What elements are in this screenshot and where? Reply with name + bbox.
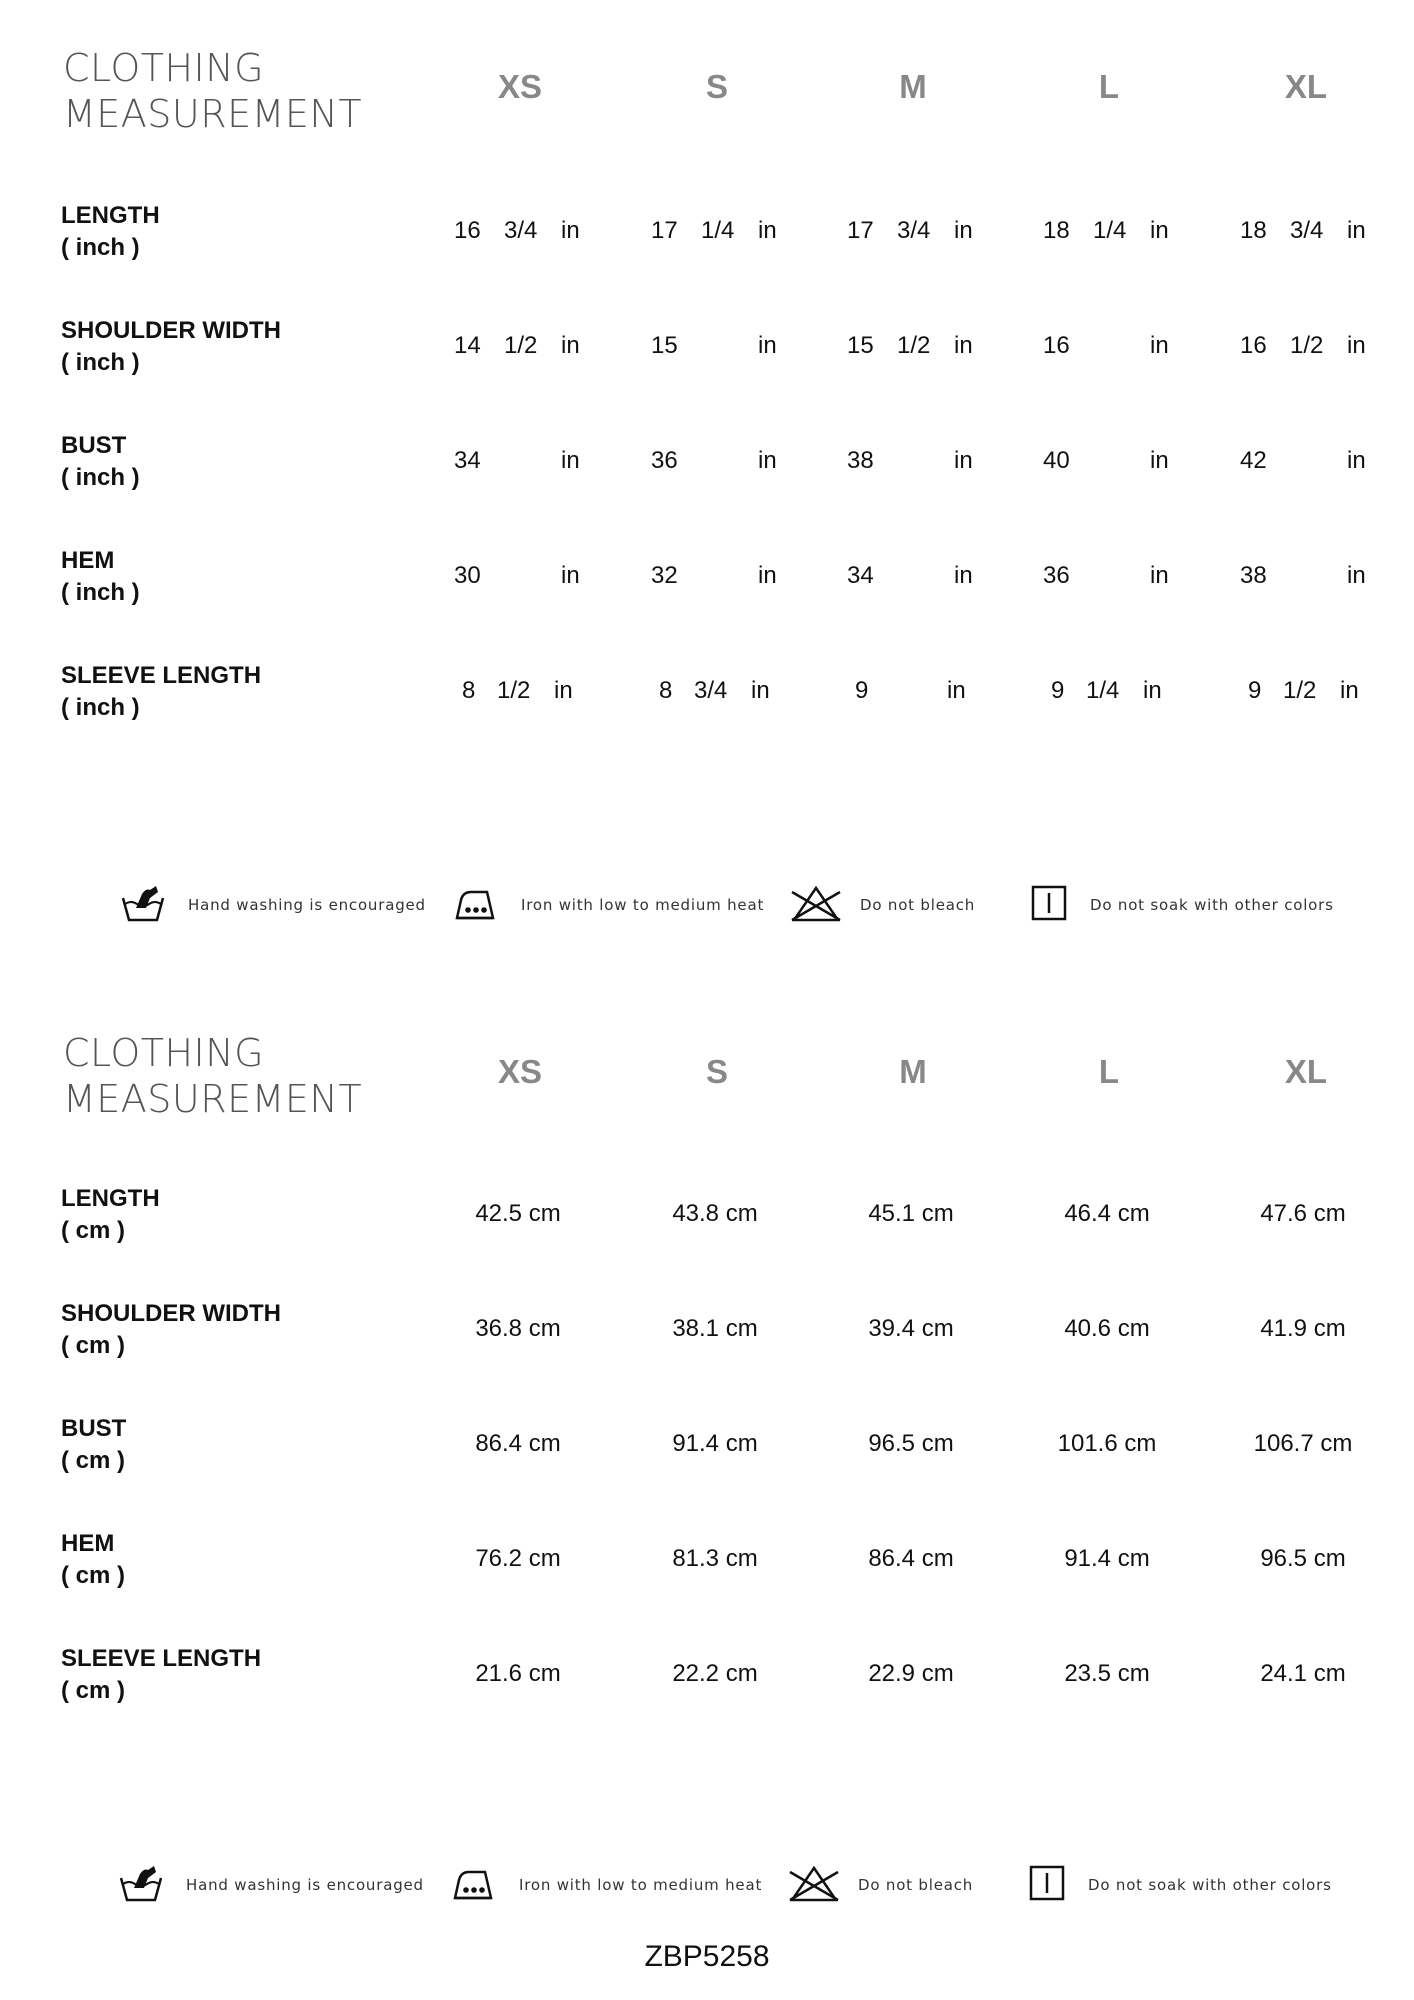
cell-hem-xl: 96.5 cm — [1260, 1545, 1346, 1572]
value-unit: in — [1347, 217, 1366, 244]
value-fraction: 1/2 — [1283, 677, 1317, 704]
value-unit: in — [954, 562, 973, 589]
cell-length-xl: 47.6 cm — [1260, 1200, 1346, 1227]
size-header-m: M — [899, 68, 927, 105]
value-unit: in — [1150, 447, 1169, 474]
no-soak-icon — [1030, 884, 1070, 924]
row-label-unit: ( inch ) — [61, 349, 140, 376]
row-label-name: SHOULDER WIDTH — [61, 317, 281, 344]
value-unit: in — [758, 447, 777, 474]
value-unit: in — [561, 332, 580, 359]
iron-icon — [453, 884, 499, 924]
cell-shoulder-width-xs: 36.8 cm — [475, 1315, 561, 1342]
care-instructions-row — [0, 1860, 1414, 1910]
care-text: Do not soak with other colors — [1090, 896, 1334, 914]
value-whole: 38 — [1240, 562, 1267, 589]
no-bleach-icon — [790, 884, 842, 924]
cell-hem-xs: 76.2 cm — [475, 1545, 561, 1572]
value-unit: in — [947, 677, 966, 704]
cell-bust-s: 91.4 cm — [672, 1430, 758, 1457]
value-whole: 14 — [454, 332, 481, 359]
title-line-2: MEASUREMENT — [63, 92, 363, 136]
value-whole: 18 — [1043, 217, 1070, 244]
cell-sleeve-length-s: 22.2 cm — [672, 1660, 758, 1687]
cell-shoulder-width-s: 38.1 cm — [672, 1315, 758, 1342]
title-line-1: CLOTHING — [63, 1031, 265, 1075]
value-whole: 8 — [462, 677, 476, 704]
value-fraction: 1/4 — [701, 217, 735, 244]
cell-bust-l: 101.6 cm — [1057, 1430, 1157, 1457]
value-unit: in — [554, 677, 573, 704]
row-label-name: SHOULDER WIDTH — [61, 1300, 281, 1327]
value-fraction: 1/2 — [897, 332, 931, 359]
row-label-name: BUST — [61, 1415, 127, 1442]
value-whole: 36 — [1043, 562, 1070, 589]
size-header-l: L — [1098, 1053, 1120, 1090]
value-unit: in — [1347, 332, 1366, 359]
cell-sleeve-length-l: 23.5 cm — [1064, 1660, 1150, 1687]
value-whole: 34 — [454, 447, 481, 474]
cell-sleeve-length-xs: 21.6 cm — [475, 1660, 561, 1687]
cell-hem-l: 91.4 cm — [1064, 1545, 1150, 1572]
iron-icon — [451, 1864, 497, 1904]
cell-hem-m: 86.4 cm — [868, 1545, 954, 1572]
row-label-sleeve-length — [61, 1643, 261, 1707]
care-text: Iron with low to medium heat — [521, 896, 765, 914]
row-label-sleeve-length — [61, 660, 261, 724]
value-unit: in — [758, 562, 777, 589]
cell-sleeve-length-m: 22.9 cm — [868, 1660, 954, 1687]
title-line-1: CLOTHING — [63, 46, 265, 90]
value-whole: 18 — [1240, 217, 1267, 244]
cell-sleeve-length-xl: 24.1 cm — [1260, 1660, 1346, 1687]
row-label-unit: ( cm ) — [61, 1217, 126, 1244]
value-unit: in — [1143, 677, 1162, 704]
value-fraction: 1/4 — [1086, 677, 1120, 704]
row-label-name: HEM — [61, 1530, 115, 1557]
cell-bust-xl: 106.7 cm — [1253, 1430, 1353, 1457]
value-whole: 36 — [651, 447, 678, 474]
value-whole: 9 — [1248, 677, 1262, 704]
size-header-l: L — [1098, 68, 1120, 105]
value-whole: 32 — [651, 562, 678, 589]
value-fraction: 3/4 — [1290, 217, 1324, 244]
value-unit: in — [561, 562, 580, 589]
value-whole: 42 — [1240, 447, 1267, 474]
row-label-name: LENGTH — [61, 202, 160, 229]
row-label-shoulder-width — [61, 315, 281, 379]
row-label-unit: ( cm ) — [61, 1677, 126, 1704]
cell-shoulder-width-m: 39.4 cm — [868, 1315, 954, 1342]
care-instructions-row — [0, 880, 1414, 930]
value-unit: in — [954, 217, 973, 244]
cell-length-s: 43.8 cm — [672, 1200, 758, 1227]
size-header-s: S — [705, 1053, 728, 1090]
value-unit: in — [561, 217, 580, 244]
row-label-name: BUST — [61, 432, 127, 459]
value-fraction: 3/4 — [694, 677, 728, 704]
row-label-length — [61, 1183, 160, 1247]
row-label-name: SLEEVE LENGTH — [61, 662, 262, 689]
value-fraction: 3/4 — [504, 217, 538, 244]
section-title — [63, 45, 362, 137]
value-whole: 34 — [847, 562, 874, 589]
size-header-xs: XS — [497, 68, 543, 105]
value-fraction: 1/2 — [504, 332, 538, 359]
value-whole: 9 — [855, 677, 869, 704]
row-label-unit: ( cm ) — [61, 1447, 126, 1474]
value-unit: in — [954, 447, 973, 474]
size-header-xs: XS — [497, 1053, 543, 1090]
value-unit: in — [1150, 217, 1169, 244]
value-whole: 8 — [659, 677, 673, 704]
row-label-unit: ( inch ) — [61, 694, 140, 721]
row-label-unit: ( inch ) — [61, 464, 140, 491]
cell-shoulder-width-xl: 41.9 cm — [1260, 1315, 1346, 1342]
care-text: Hand washing is encouraged — [186, 1876, 424, 1894]
hand-wash-icon — [120, 884, 166, 924]
row-label-name: HEM — [61, 547, 115, 574]
row-label-unit: ( inch ) — [61, 234, 140, 261]
value-unit: in — [751, 677, 770, 704]
size-header-xl: XL — [1284, 68, 1328, 105]
value-whole: 17 — [651, 217, 678, 244]
row-label-length — [61, 200, 160, 264]
value-unit: in — [561, 447, 580, 474]
cell-length-l: 46.4 cm — [1064, 1200, 1150, 1227]
value-whole: 9 — [1051, 677, 1065, 704]
no-bleach-icon — [788, 1864, 840, 1904]
value-whole: 16 — [1043, 332, 1070, 359]
value-whole: 16 — [1240, 332, 1267, 359]
value-unit: in — [758, 332, 777, 359]
value-whole: 40 — [1043, 447, 1070, 474]
cell-bust-m: 96.5 cm — [868, 1430, 954, 1457]
value-whole: 16 — [454, 217, 481, 244]
size-header-m: M — [899, 1053, 927, 1090]
size-header-s: S — [705, 68, 728, 105]
product-code: ZBP5258 — [644, 1940, 770, 1973]
no-soak-icon — [1028, 1864, 1068, 1904]
cell-hem-s: 81.3 cm — [672, 1545, 758, 1572]
hand-wash-icon — [118, 1864, 164, 1904]
row-label-name: LENGTH — [61, 1185, 160, 1212]
value-unit: in — [1347, 562, 1366, 589]
value-unit: in — [954, 332, 973, 359]
care-text: Do not soak with other colors — [1088, 1876, 1332, 1894]
cell-shoulder-width-l: 40.6 cm — [1064, 1315, 1150, 1342]
value-whole: 38 — [847, 447, 874, 474]
size-header-xl: XL — [1284, 1053, 1328, 1090]
value-fraction: 3/4 — [897, 217, 931, 244]
cell-length-xs: 42.5 cm — [475, 1200, 561, 1227]
value-whole: 15 — [651, 332, 678, 359]
value-fraction: 1/2 — [497, 677, 531, 704]
row-label-bust — [61, 430, 140, 494]
section-title — [63, 1030, 362, 1122]
value-whole: 17 — [847, 217, 874, 244]
row-label-unit: ( inch ) — [61, 579, 140, 606]
value-whole: 15 — [847, 332, 874, 359]
value-whole: 30 — [454, 562, 481, 589]
care-text: Do not bleach — [860, 896, 976, 914]
value-fraction: 1/4 — [1093, 217, 1127, 244]
value-unit: in — [1150, 562, 1169, 589]
value-fraction: 1/2 — [1290, 332, 1324, 359]
cell-length-m: 45.1 cm — [868, 1200, 954, 1227]
value-unit: in — [1340, 677, 1359, 704]
value-unit: in — [1347, 447, 1366, 474]
care-text: Do not bleach — [858, 1876, 974, 1894]
row-label-shoulder-width — [61, 1298, 281, 1362]
row-label-hem — [61, 1528, 125, 1592]
row-label-unit: ( cm ) — [61, 1332, 126, 1359]
care-text: Iron with low to medium heat — [519, 1876, 763, 1894]
value-unit: in — [758, 217, 777, 244]
cell-bust-xs: 86.4 cm — [475, 1430, 561, 1457]
row-label-unit: ( cm ) — [61, 1562, 126, 1589]
row-label-bust — [61, 1413, 126, 1477]
title-line-2: MEASUREMENT — [63, 1077, 363, 1121]
row-label-name: SLEEVE LENGTH — [61, 1645, 262, 1672]
value-unit: in — [1150, 332, 1169, 359]
row-label-hem — [61, 545, 140, 609]
care-text: Hand washing is encouraged — [188, 896, 426, 914]
